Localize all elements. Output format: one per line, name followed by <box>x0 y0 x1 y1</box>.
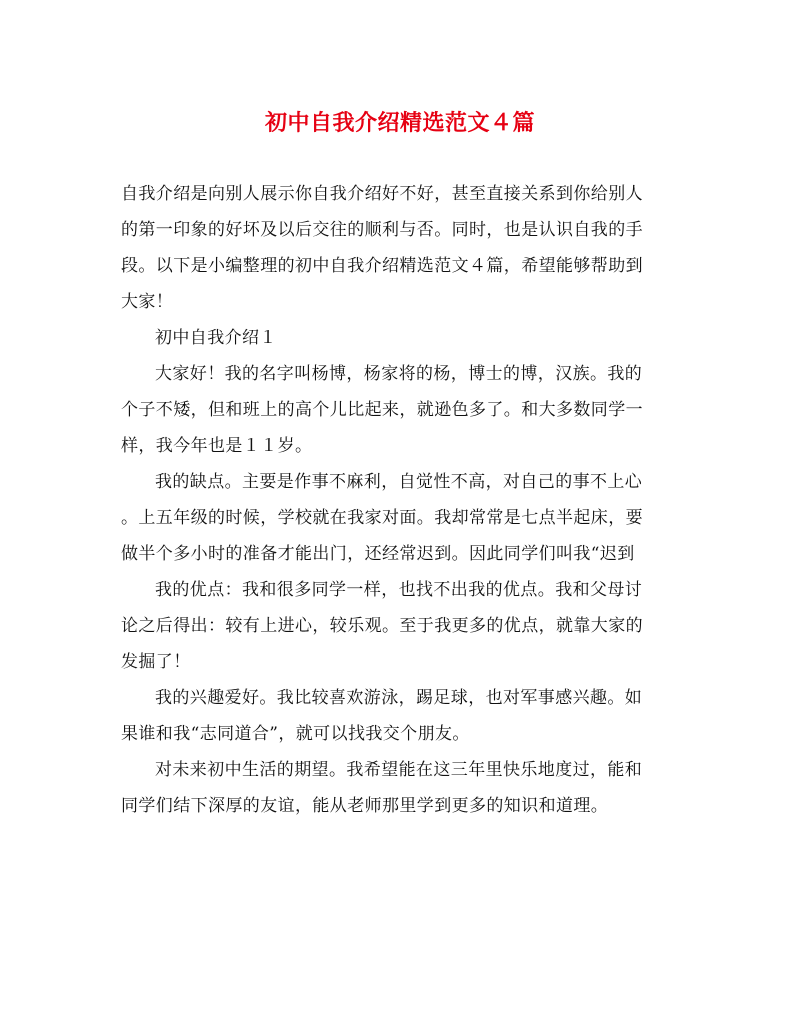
text-line: 个子不矮，但和班上的高个儿比起来，就逊色多了。和大多数同学一 <box>121 400 643 420</box>
text-line: 我的兴趣爱好。我比较喜欢游泳，踢足球，也对军事感兴趣。如 <box>155 688 643 708</box>
text-line: 的第一印象的好坏及以后交往的顺利与否。同时，也是认识自我的手 <box>121 220 643 240</box>
text-line: 对未来初中生活的期望。我希望能在这三年里快乐地度过，能和 <box>155 760 643 780</box>
document-title: 初中自我介绍精选范文４篇 <box>264 110 535 136</box>
text-line: 样，我今年也是１１岁。 <box>121 436 313 456</box>
text-line: 论之后得出：较有上进心，较乐观。至于我更多的优点，就靠大家的 <box>121 616 643 636</box>
section-heading: 初中自我介绍１ <box>155 328 277 348</box>
document-body <box>121 176 681 824</box>
text-line: 发掘了！ <box>121 652 191 672</box>
text-line: 我的优点：我和很多同学一样，也找不出我的优点。我和父母讨 <box>155 580 643 600</box>
text-line: 果谁和我“志同道合”，就可以找我交个朋友。 <box>121 724 470 744</box>
text-line: 我的缺点。主要是作事不麻利，自觉性不高，对自己的事不上心 <box>155 472 643 492</box>
text-line: 同学们结下深厚的友谊，能从老师那里学到更多的知识和道理。 <box>121 796 609 816</box>
text-line: 。上五年级的时候，学校就在我家对面。我却常常是七点半起床，要 <box>121 508 643 528</box>
text-line: 自我介绍是向别人展示你自我介绍好不好，甚至直接关系到你给别人 <box>121 184 643 204</box>
text-line: 做半个多小时的准备才能出门，还经常迟到。因此同学们叫我“迟到 <box>121 544 635 564</box>
text-line: 段。以下是小编整理的初中自我介绍精选范文４篇，希望能够帮助到 <box>121 256 643 276</box>
text-line: 大家！ <box>121 292 174 312</box>
text-line: 大家好！我的名字叫杨博，杨家将的杨，博士的博，汉族。我的 <box>155 364 643 384</box>
